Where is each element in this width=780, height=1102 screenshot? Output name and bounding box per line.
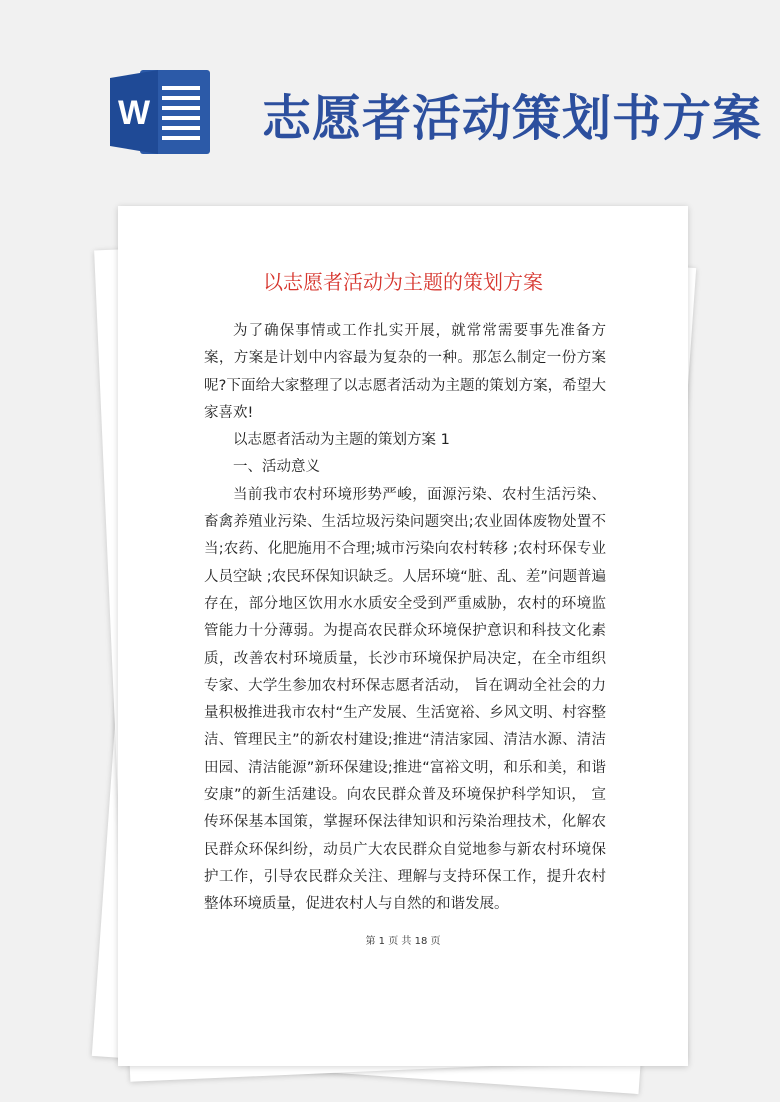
word-icon-letter: W xyxy=(117,94,151,132)
page-number-footer: 第 1 页 共 18 页 xyxy=(365,936,441,947)
document-page xyxy=(118,206,688,1066)
body-paragraph: 当前我市农村环境形势严峻，面源污染、农村生活污染、畜禽养殖业污染、生活垃圾污染问题突出;农业固体废物处置不当;农药、化肥施用不合理;城市污染向农村转移 ;农村环保专业人员空缺 ;农民环保知识缺乏。人居环境“脏、乱、差”问题普遍存在，部分地区饮用水水质安全受到严重威胁，农村的环境监管能力十分薄弱。为提高农民群众环境保护意识和科技文化素质，改善农村环境质量，长沙市环境保护局决定，在全市组织专家、大学生参加农村环保志愿者活动， 旨在调动全社会的力量积极推进我市农村“生产发展、生活宽裕、乡风文明、村容整洁、管理民主”的新农村建设;推进“清洁家园、清洁水源、清洁田园、清洁能源”新环保建设;推进“富裕文明，和乐和美，和谐安康”的新生活建设。向农民群众普及环境保护科学知识， 宣传环保基本国策，掌握环保法律知识和污染治理技术，化解农民群众环保纠纷，动员广大农民群众自觉地参与新农村环境保护工作，引导农民群众关注、理解与支持环保工作，提升农村整体环境质量，促进农村人与自然的和谐发展。 xyxy=(204,486,606,913)
subsection-heading: 一、活动意义 xyxy=(233,459,320,476)
document-body xyxy=(204,318,606,919)
word-document-icon xyxy=(106,64,218,160)
banner xyxy=(0,0,780,190)
document-title: 以志愿者活动为主题的策划方案 xyxy=(263,270,543,294)
section-heading: 以志愿者活动为主题的策划方案 1 xyxy=(233,432,450,449)
intro-paragraph: 为了确保事情或工作扎实开展，就常常需要事先准备方案，方案是计划中内容最为复杂的一种。那怎么制定一份方案呢?下面给大家整理了以志愿者活动为主题的策划方案，希望大家喜欢! xyxy=(204,323,606,421)
banner-title: 志愿者活动策划书方案 xyxy=(262,89,763,147)
